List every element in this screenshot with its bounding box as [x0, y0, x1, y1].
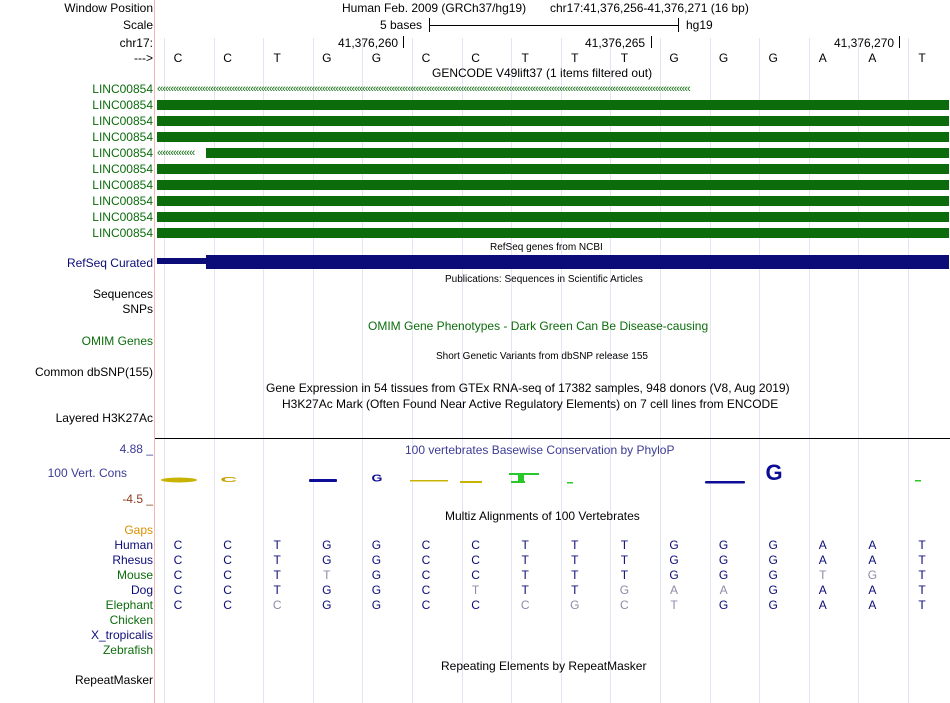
gencode-row-label[interactable]: LINC00854: [92, 178, 153, 192]
gencode-exon-bar[interactable]: [157, 196, 949, 206]
gencode-row-label[interactable]: LINC00854: [92, 114, 153, 128]
multiz-base: C: [173, 598, 183, 612]
gencode-row-label[interactable]: LINC00854: [92, 98, 153, 112]
multiz-base: T: [918, 553, 926, 567]
sequence-base[interactable]: T: [521, 51, 529, 65]
multiz-species-label[interactable]: Zebrafish: [102, 643, 153, 657]
sequence-base[interactable]: T: [918, 51, 926, 65]
coord-tick-1: [403, 36, 404, 48]
gencode-track-title: GENCODE V49lift37 (1 items filtered out): [432, 66, 653, 80]
refseq-utr[interactable]: [157, 258, 206, 264]
scale-text: 5 bases: [380, 18, 423, 32]
gencode-exon-bar[interactable]: [157, 100, 949, 110]
multiz-base: C: [223, 568, 232, 582]
omim-track-title: OMIM Gene Phenotypes - Dark Green Can Be Disease-causing: [368, 319, 709, 333]
publications-track-title: Publications: Sequences in Scientific Articles: [445, 274, 643, 285]
multiz-base: T: [620, 568, 629, 582]
multiz-base: C: [173, 568, 183, 582]
gencode-row-label[interactable]: LINC00854: [92, 226, 153, 240]
multiz-base: G: [322, 598, 332, 612]
multiz-base: T: [273, 568, 281, 582]
multiz-base: C: [421, 598, 431, 612]
multiz-base: G: [322, 583, 332, 597]
multiz-base: G: [322, 553, 332, 567]
multiz-base: C: [173, 538, 183, 552]
gencode-row-label[interactable]: LINC00854: [92, 82, 153, 96]
multiz-base: C: [272, 598, 282, 612]
multiz-base: G: [619, 583, 630, 597]
multiz-base: G: [371, 568, 382, 582]
phylop-max-label: 4.88 _: [119, 442, 153, 456]
multiz-base: T: [670, 598, 678, 612]
multiz-base: A: [818, 538, 827, 552]
multiz-base: T: [521, 583, 529, 597]
multiz-base: C: [421, 568, 431, 582]
multiz-base: T: [273, 553, 281, 567]
sequence-base[interactable]: T: [273, 51, 281, 65]
coord-tick-3: [899, 36, 900, 48]
multiz-base: T: [521, 553, 529, 567]
multiz-base: C: [421, 553, 431, 567]
sequence-base[interactable]: A: [818, 51, 827, 65]
multiz-base: G: [669, 538, 679, 552]
multiz-base: C: [471, 568, 480, 582]
multiz-species-label[interactable]: Human: [114, 538, 153, 552]
repeatmasker-track-label[interactable]: RepeatMasker: [74, 673, 153, 687]
coord-label-3: 41,376,270: [834, 36, 895, 50]
gtex-track-title: Gene Expression in 54 tissues from GTEx RNA-seq of 17382 samples, 948 donors (V8, Aug 2019): [266, 381, 790, 395]
gencode-exon-bar[interactable]: [157, 132, 949, 142]
logo-g-1: [309, 479, 337, 482]
multiz-base: A: [868, 598, 877, 612]
gencode-row-label[interactable]: LINC00854: [92, 146, 153, 160]
dbsnp-track-label[interactable]: Common dbSNP(155): [34, 365, 153, 379]
scale-label[interactable]: Scale: [122, 18, 153, 32]
multiz-base: A: [818, 553, 827, 567]
gencode-exon-bar[interactable]: [157, 164, 949, 174]
phylop-logo[interactable]: [155, 460, 950, 490]
multiz-base: G: [718, 553, 729, 567]
coord-label-1: 41,376,260: [338, 36, 399, 50]
multiz-base: T: [571, 538, 579, 552]
logo-g-3: [705, 481, 745, 484]
multiz-base: G: [669, 553, 679, 567]
multiz-base: A: [669, 583, 678, 597]
multiz-base: C: [173, 583, 183, 597]
multiz-species-label[interactable]: Elephant: [105, 598, 153, 612]
multiz-base: C: [223, 598, 232, 612]
multiz-base: T: [620, 553, 629, 567]
logo-t-2-bar: [509, 473, 539, 475]
position-text: chr17:41,376,256-41,376,271 (16 bp): [550, 1, 749, 15]
multiz-base: G: [371, 553, 382, 567]
multiz-base: A: [868, 538, 877, 552]
multiz-base: T: [273, 583, 281, 597]
multiz-species-label[interactable]: Chicken: [109, 613, 153, 627]
multiz-base: C: [620, 598, 629, 612]
multiz-base: C: [223, 553, 232, 567]
multiz-species-label[interactable]: Rhesus: [112, 553, 153, 567]
sequence-base[interactable]: C: [173, 51, 183, 65]
multiz-base: T: [323, 568, 331, 582]
multiz-base: C: [520, 598, 530, 612]
gencode-exon-bar[interactable]: [157, 228, 949, 238]
multiz-base: T: [918, 568, 926, 582]
sequence-base[interactable]: A: [868, 51, 877, 65]
multiz-base: A: [818, 598, 827, 612]
refseq-track-label[interactable]: RefSeq Curated: [66, 256, 153, 270]
multiz-base: G: [768, 538, 778, 552]
logo-c-4: [460, 481, 482, 483]
gencode-exon-bar[interactable]: [157, 116, 949, 126]
window-position-label[interactable]: Window Position: [64, 1, 153, 15]
gencode-intron-arrows[interactable]: ‹‹‹‹‹‹‹‹‹‹‹‹‹‹: [157, 148, 195, 158]
refseq-exon[interactable]: [206, 255, 949, 269]
multiz-base: G: [718, 538, 729, 552]
chrom-label[interactable]: chr17:: [119, 36, 153, 50]
phylop-track-label[interactable]: 100 Vert. Cons: [47, 466, 127, 480]
sequences-track-label[interactable]: Sequences: [92, 287, 153, 301]
scale-bar: [429, 25, 678, 26]
logo-t-4: [915, 480, 921, 482]
sequence-base[interactable]: C: [421, 51, 431, 65]
gencode-row-label[interactable]: LINC00854: [92, 194, 153, 208]
multiz-base: A: [719, 583, 728, 597]
multiz-base: C: [223, 583, 232, 597]
gencode-exon-bar[interactable]: [157, 212, 949, 222]
multiz-base: G: [867, 568, 878, 582]
multiz-base: G: [768, 568, 778, 582]
gencode-exon-bar[interactable]: [157, 180, 949, 190]
sequence-base[interactable]: G: [669, 51, 679, 65]
logo-t-1: [511, 481, 525, 483]
gencode-exon-bar[interactable]: [206, 148, 949, 158]
multiz-base: T: [521, 538, 529, 552]
gencode-row-label[interactable]: LINC00854: [92, 162, 153, 176]
multiz-base: T: [918, 583, 926, 597]
multiz-base: T: [620, 538, 629, 552]
multiz-base: G: [718, 568, 729, 582]
multiz-base: T: [918, 598, 926, 612]
sequence-base[interactable]: G: [371, 51, 382, 65]
multiz-base: C: [471, 538, 480, 552]
multiz-base: A: [818, 583, 827, 597]
sequence-base[interactable]: T: [620, 51, 629, 65]
multiz-base: G: [768, 583, 778, 597]
multiz-base: T: [521, 568, 529, 582]
multiz-base: T: [571, 568, 579, 582]
h3k27ac-baseline: [155, 438, 950, 439]
logo-c-1: [161, 478, 197, 483]
coord-label-2: 41,376,265: [585, 36, 646, 50]
sequence-base[interactable]: G: [322, 51, 332, 65]
phylop-min-label: -4.5 _: [122, 492, 153, 506]
scale-assembly: hg19: [686, 18, 713, 32]
multiz-base: T: [918, 538, 926, 552]
sequence-base[interactable]: G: [718, 51, 729, 65]
strand-label[interactable]: --->: [134, 51, 153, 65]
multiz-track-title: Multiz Alignments of 100 Vertebrates: [445, 509, 640, 523]
logo-g-2: G: [371, 472, 383, 485]
multiz-base: G: [371, 583, 382, 597]
multiz-species-label[interactable]: X_tropicalis: [90, 628, 153, 642]
sequence-base[interactable]: C: [471, 51, 480, 65]
multiz-base: G: [669, 568, 679, 582]
multiz-base: C: [421, 583, 431, 597]
logo-t-3: [567, 482, 573, 484]
gencode-intron-arrows[interactable]: ‹‹‹‹‹‹‹‹‹‹‹‹‹‹‹‹‹‹‹‹‹‹‹‹‹‹‹‹‹‹‹‹‹‹‹‹‹‹‹‹‹‹‹‹‹‹‹‹‹‹‹‹‹‹‹‹‹‹‹‹‹‹‹‹‹‹‹‹‹‹‹‹‹‹‹‹‹‹‹‹‹‹‹‹‹‹‹‹‹‹‹‹‹‹‹‹‹‹‹‹‹‹‹‹‹‹‹‹‹‹‹‹‹‹‹‹‹‹‹‹‹‹‹‹‹‹‹‹‹‹‹‹‹‹‹‹‹‹‹‹‹‹‹‹‹‹‹‹‹‹‹‹‹‹‹‹‹‹‹‹‹‹‹‹‹‹‹‹‹‹‹‹‹‹‹‹‹‹‹‹‹‹‹‹‹‹‹‹‹‹‹‹‹‹‹‹‹‹‹‹: [157, 84, 690, 94]
multiz-base: G: [371, 538, 382, 552]
gaps-label[interactable]: Gaps: [124, 523, 153, 537]
multiz-base: C: [223, 538, 232, 552]
repeatmasker-track-title: Repeating Elements by RepeatMasker: [441, 659, 647, 673]
dbsnp-track-title: Short Genetic Variants from dbSNP release 155: [436, 351, 648, 362]
multiz-base: G: [768, 553, 778, 567]
multiz-base: T: [273, 538, 281, 552]
multiz-base: G: [718, 598, 729, 612]
gencode-row-label[interactable]: LINC00854: [92, 210, 153, 224]
omim-track-label[interactable]: OMIM Genes: [81, 334, 153, 348]
logo-c-2: C: [220, 475, 238, 484]
phylop-track-title: 100 vertebrates Basewise Conservation by PhyloP: [405, 443, 675, 457]
gencode-row-label[interactable]: LINC00854: [92, 130, 153, 144]
multiz-base: T: [571, 553, 579, 567]
multiz-base: T: [819, 568, 827, 582]
multiz-base: G: [570, 598, 580, 612]
multiz-species-label[interactable]: Dog: [130, 583, 153, 597]
logo-c-3: [410, 480, 448, 482]
multiz-base: C: [471, 553, 480, 567]
multiz-base: C: [471, 598, 480, 612]
multiz-base: C: [173, 553, 183, 567]
multiz-base: C: [421, 538, 431, 552]
multiz-base: T: [571, 583, 579, 597]
coord-tick-2: [651, 36, 652, 48]
sequence-base[interactable]: T: [571, 51, 579, 65]
refseq-track-title: RefSeq genes from NCBI: [490, 242, 603, 253]
multiz-species-label[interactable]: Mouse: [116, 568, 153, 582]
assembly-text: Human Feb. 2009 (GRCh37/hg19): [342, 1, 527, 15]
multiz-base: A: [868, 553, 877, 567]
multiz-base: G: [322, 538, 332, 552]
logo-g-4: G: [765, 460, 783, 485]
h3k27ac-track-title: H3K27Ac Mark (Often Found Near Active Regulatory Elements) on 7 cell lines from ENCODE: [282, 397, 779, 411]
scale-bar-right-tick: [678, 18, 679, 32]
sequence-base[interactable]: G: [768, 51, 778, 65]
sequence-base[interactable]: C: [223, 51, 232, 65]
multiz-base: A: [868, 583, 877, 597]
snps-track-label[interactable]: SNPs: [122, 302, 153, 316]
multiz-base: G: [768, 598, 778, 612]
multiz-base: T: [471, 583, 480, 597]
multiz-base: G: [371, 598, 382, 612]
h3k27ac-track-label[interactable]: Layered H3K27Ac: [55, 411, 153, 425]
